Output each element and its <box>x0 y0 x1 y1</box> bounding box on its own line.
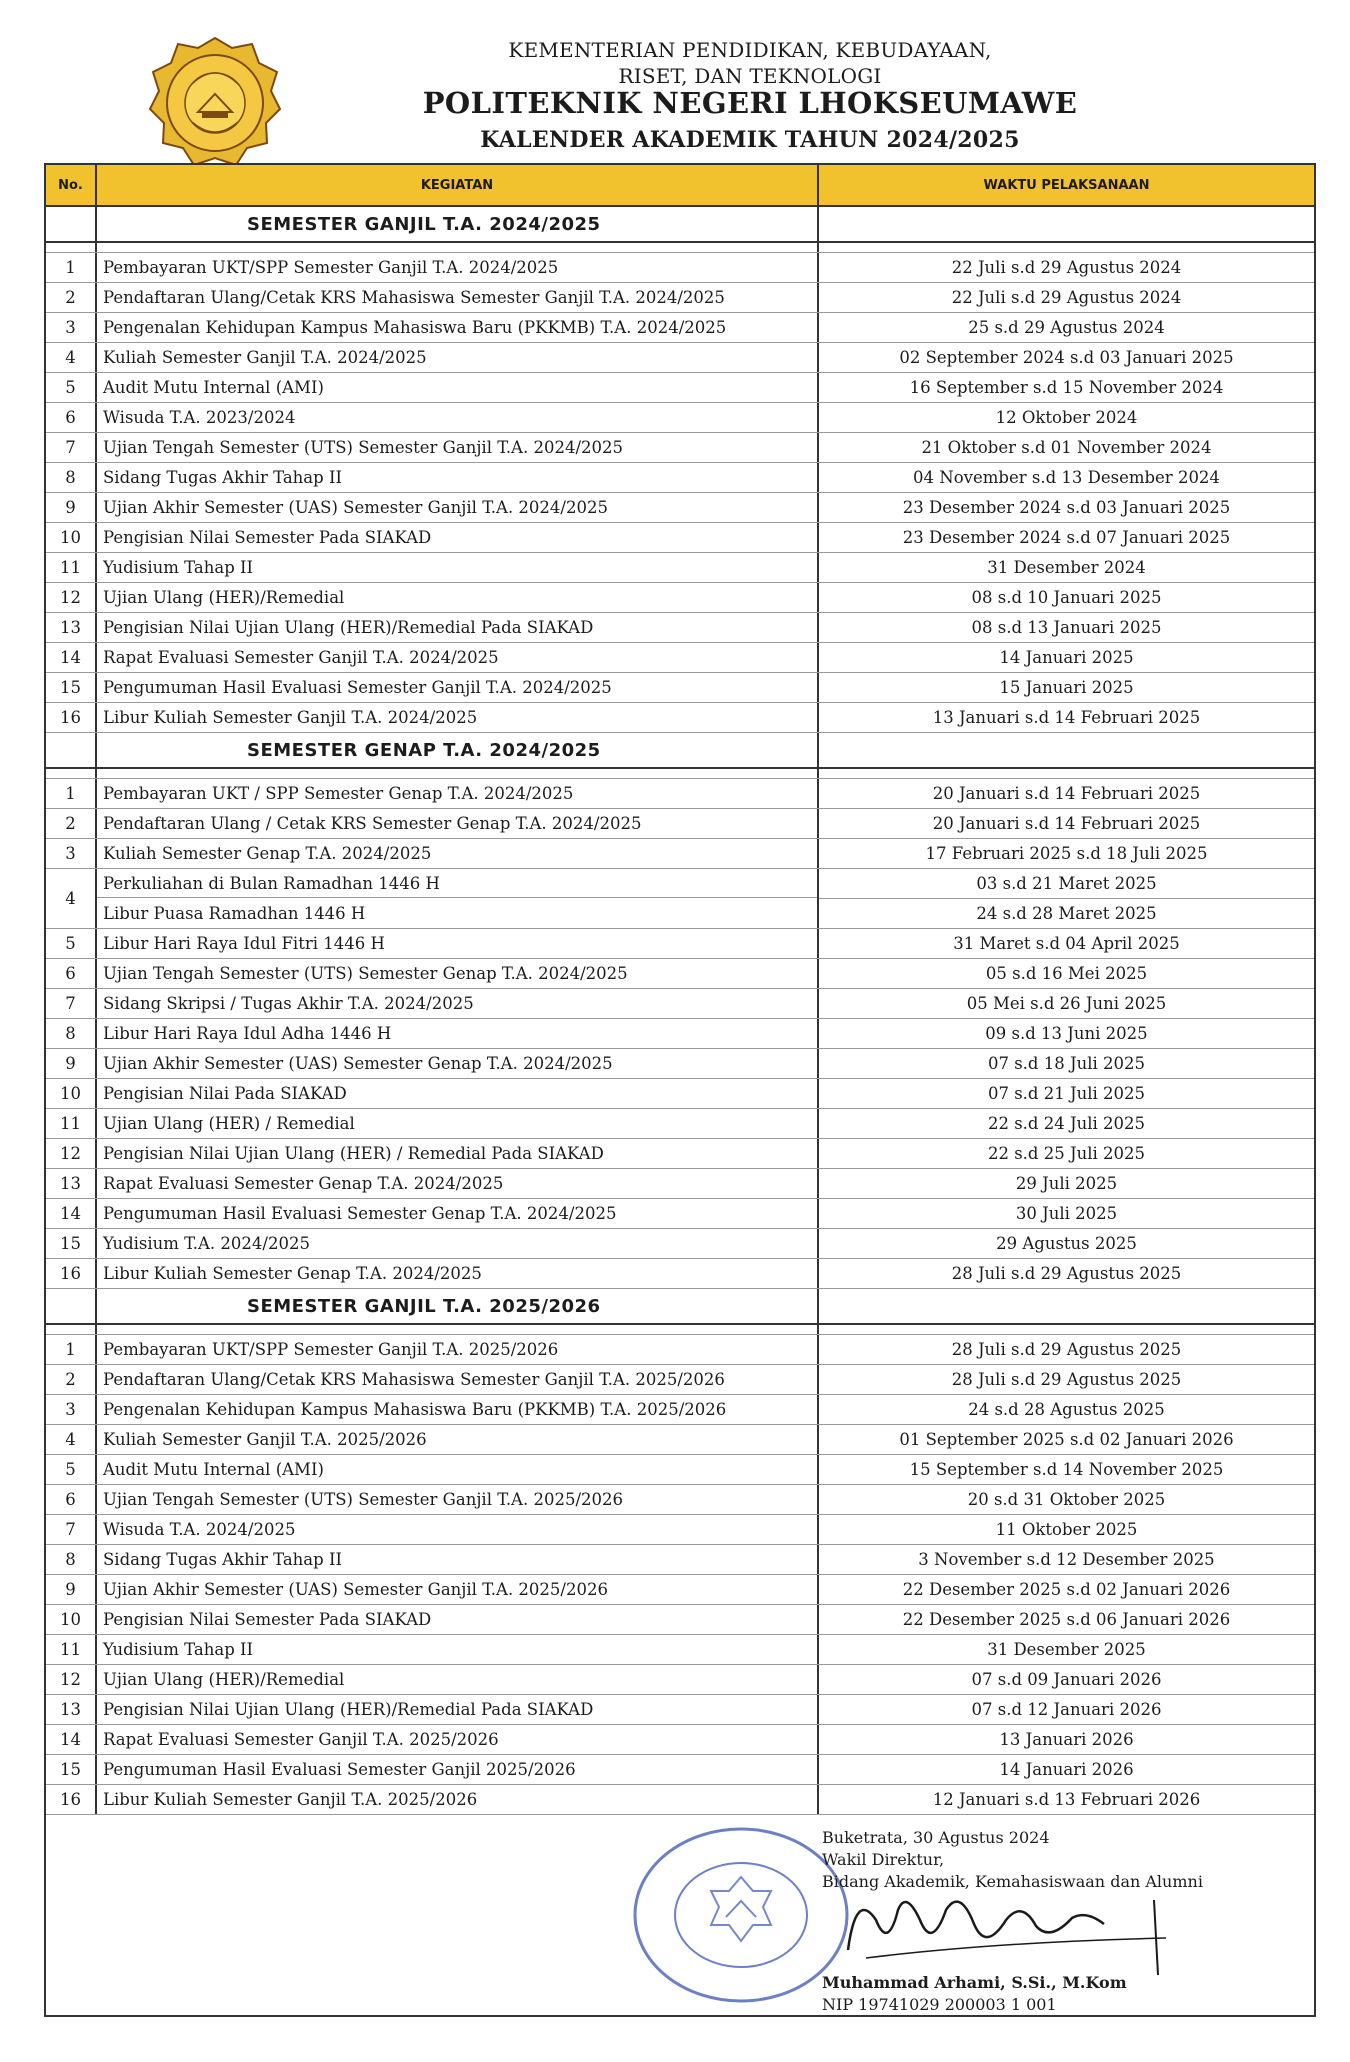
row-number: 5 <box>46 929 97 958</box>
row-waktu <box>819 869 1314 928</box>
section-spacer-row <box>46 769 1314 779</box>
table-row <box>46 493 1314 523</box>
row-waktu: 31 Maret s.d 04 April 2025 <box>953 934 1180 953</box>
row-waktu: 16 September s.d 15 November 2024 <box>909 378 1224 397</box>
row-waktu: 23 Desember 2024 s.d 07 Januari 2025 <box>902 528 1231 547</box>
row-number: 15 <box>46 673 97 702</box>
table-row <box>46 779 1314 809</box>
table-row <box>46 523 1314 553</box>
row-waktu: 29 Agustus 2025 <box>996 1234 1137 1253</box>
table-row <box>46 1139 1314 1169</box>
table-row <box>46 253 1314 283</box>
section-spacer-row <box>46 243 1314 253</box>
table-row <box>46 1545 1314 1575</box>
section-waktu-cell <box>819 1289 1314 1323</box>
row-waktu: 28 Juli s.d 29 Agustus 2025 <box>951 1370 1182 1389</box>
table-row <box>46 673 1314 703</box>
row-waktu: 31 Desember 2024 <box>987 558 1146 577</box>
table-row <box>46 343 1314 373</box>
row-waktu: 17 Februari 2025 s.d 18 Juli 2025 <box>925 844 1208 863</box>
row-kegiatan: Yudisium Tahap II <box>97 1635 819 1664</box>
row-kegiatan: Libur Kuliah Semester Ganjil T.A. 2024/2025 <box>97 703 819 732</box>
row-waktu: 20 Januari s.d 14 Februari 2025 <box>932 814 1201 833</box>
row-kegiatan: Yudisium T.A. 2024/2025 <box>97 1229 819 1258</box>
row-number: 6 <box>46 403 97 432</box>
row-number: 7 <box>46 989 97 1018</box>
row-number: 13 <box>46 613 97 642</box>
row-kegiatan: Ujian Ulang (HER)/Remedial <box>97 583 819 612</box>
handwritten-signature <box>836 1880 1196 1975</box>
row-waktu: 08 s.d 10 Januari 2025 <box>971 588 1162 607</box>
row-number: 12 <box>46 1139 97 1168</box>
row-kegiatan: Pengenalan Kehidupan Kampus Mahasiswa Baru (PKKMB) T.A. 2024/2025 <box>97 313 819 342</box>
row-number: 10 <box>46 1605 97 1634</box>
row-number: 15 <box>46 1755 97 1784</box>
table-row <box>46 1575 1314 1605</box>
section-title: SEMESTER GANJIL T.A. 2025/2026 <box>97 1289 819 1323</box>
row-waktu: 21 Oktober s.d 01 November 2024 <box>921 438 1212 457</box>
row-waktu: 22 s.d 24 Juli 2025 <box>987 1114 1146 1133</box>
row-waktu: 23 Desember 2024 s.d 03 Januari 2025 <box>902 498 1231 517</box>
document-header <box>0 0 1350 160</box>
row-waktu: 25 s.d 29 Agustus 2024 <box>968 318 1165 337</box>
table-row <box>46 583 1314 613</box>
section-title: SEMESTER GENAP T.A. 2024/2025 <box>97 733 819 767</box>
row-number: 10 <box>46 1079 97 1108</box>
row-number: 16 <box>46 1259 97 1288</box>
table-row <box>46 1199 1314 1229</box>
row-number: 5 <box>46 373 97 402</box>
row-number: 4 <box>46 343 97 372</box>
row-waktu: 14 Januari 2025 <box>999 648 1134 667</box>
table-row <box>46 373 1314 403</box>
table-row <box>46 1785 1314 1815</box>
row-kegiatan: Ujian Akhir Semester (UAS) Semester Ganjil T.A. 2024/2025 <box>97 493 819 522</box>
row-number: 11 <box>46 1635 97 1664</box>
row-waktu: 24 s.d 28 Agustus 2025 <box>968 1400 1165 1419</box>
row-kegiatan: Ujian Tengah Semester (UTS) Semester Genap T.A. 2024/2025 <box>97 959 819 988</box>
row-waktu: 30 Juli 2025 <box>1015 1204 1118 1223</box>
table-row <box>46 703 1314 733</box>
signatory-name: Muhammad Arhami, S.Si., M.Kom <box>822 1973 1127 1992</box>
table-row <box>46 403 1314 433</box>
section-header <box>46 733 1314 769</box>
row-kegiatan: Sidang Tugas Akhir Tahap II <box>97 1545 819 1574</box>
row-kegiatan: Pengumuman Hasil Evaluasi Semester Ganjil T.A. 2024/2025 <box>97 673 819 702</box>
row-kegiatan: Pengisian Nilai Semester Pada SIAKAD <box>97 1605 819 1634</box>
row-kegiatan: Sidang Tugas Akhir Tahap II <box>97 463 819 492</box>
row-waktu: 31 Desember 2025 <box>987 1640 1146 1659</box>
row-waktu: 28 Juli s.d 29 Agustus 2025 <box>951 1340 1182 1359</box>
row-kegiatan: Audit Mutu Internal (AMI) <box>97 373 819 402</box>
section-no-cell <box>46 1289 97 1323</box>
row-number: 8 <box>46 1545 97 1574</box>
row-kegiatan: Pengisian Nilai Semester Pada SIAKAD <box>97 523 819 552</box>
row-number: 15 <box>46 1229 97 1258</box>
row-kegiatan: Wisuda T.A. 2024/2025 <box>97 1515 819 1544</box>
row-number: 16 <box>46 703 97 732</box>
row-waktu: 15 September s.d 14 November 2025 <box>909 1460 1224 1479</box>
row-waktu: 07 s.d 18 Juli 2025 <box>987 1054 1146 1073</box>
row-number: 8 <box>46 1019 97 1048</box>
row-waktu: 12 Januari s.d 13 Februari 2026 <box>932 1790 1201 1809</box>
ministry-line-1: KEMENTERIAN PENDIDIKAN, KEBUDAYAAN, <box>508 38 992 62</box>
row-kegiatan: Kuliah Semester Ganjil T.A. 2025/2026 <box>97 1425 819 1454</box>
row-number: 10 <box>46 523 97 552</box>
academic-calendar-table <box>44 163 1316 2017</box>
row-waktu: 22 s.d 25 Juli 2025 <box>987 1144 1146 1163</box>
section-header <box>46 1289 1314 1325</box>
row-waktu: 09 s.d 13 Juni 2025 <box>985 1024 1148 1043</box>
row-kegiatan: Pendaftaran Ulang / Cetak KRS Semester Genap T.A. 2024/2025 <box>97 809 819 838</box>
row-kegiatan: Wisuda T.A. 2023/2024 <box>97 403 819 432</box>
row-waktu: 02 September 2024 s.d 03 Januari 2025 <box>899 348 1234 367</box>
row-waktu: 11 Oktober 2025 <box>995 1520 1138 1539</box>
row-waktu: 07 s.d 09 Januari 2026 <box>971 1670 1162 1689</box>
row-waktu: 22 Desember 2025 s.d 06 Januari 2026 <box>902 1610 1231 1629</box>
section-header <box>46 207 1314 243</box>
row-waktu: 22 Juli s.d 29 Agustus 2024 <box>951 288 1182 307</box>
table-row <box>46 1169 1314 1199</box>
table-row <box>46 1335 1314 1365</box>
row-number: 9 <box>46 1049 97 1078</box>
ministry-line-2: RISET, DAN TEKNOLOGI <box>618 64 882 88</box>
row-number: 13 <box>46 1695 97 1724</box>
row-kegiatan: Ujian Ulang (HER)/Remedial <box>97 1665 819 1694</box>
institution-logo <box>146 34 284 172</box>
table-body <box>46 207 1314 1815</box>
table-row <box>46 613 1314 643</box>
table-row <box>46 959 1314 989</box>
row-kegiatan: Audit Mutu Internal (AMI) <box>97 1455 819 1484</box>
row-kegiatan: Pengumuman Hasil Evaluasi Semester Genap T.A. 2024/2025 <box>97 1199 819 1228</box>
row-number: 6 <box>46 1485 97 1514</box>
row-waktu: 14 Januari 2026 <box>999 1760 1134 1779</box>
row-number: 13 <box>46 1169 97 1198</box>
row-kegiatan: Pembayaran UKT / SPP Semester Genap T.A. 2024/2025 <box>97 779 819 808</box>
row-kegiatan: Pembayaran UKT/SPP Semester Ganjil T.A. 2025/2026 <box>97 1335 819 1364</box>
row-number: 2 <box>46 809 97 838</box>
table-row <box>46 643 1314 673</box>
signatory-nip: NIP 19741029 200003 1 001 <box>822 1995 1057 2014</box>
row-number: 1 <box>46 253 97 282</box>
row-number: 14 <box>46 1199 97 1228</box>
row-kegiatan: Libur Kuliah Semester Genap T.A. 2024/2025 <box>97 1259 819 1288</box>
row-number: 14 <box>46 643 97 672</box>
table-row <box>46 869 1314 929</box>
table-row <box>46 1019 1314 1049</box>
signature-position: Wakil Direktur, <box>822 1850 945 1869</box>
row-number: 9 <box>46 1575 97 1604</box>
table-row <box>46 1395 1314 1425</box>
row-kegiatan-line: Libur Puasa Ramadhan 1446 H <box>103 903 366 923</box>
row-waktu: 07 s.d 21 Juli 2025 <box>987 1084 1146 1103</box>
row-waktu: 15 Januari 2025 <box>999 678 1134 697</box>
row-number: 7 <box>46 433 97 462</box>
row-kegiatan-line: Perkuliahan di Bulan Ramadhan 1446 H <box>97 869 817 898</box>
row-kegiatan: Pengisian Nilai Ujian Ulang (HER)/Remedial Pada SIAKAD <box>97 613 819 642</box>
row-waktu-line: 03 s.d 21 Maret 2025 <box>819 869 1314 899</box>
table-row <box>46 1725 1314 1755</box>
row-kegiatan: Kuliah Semester Genap T.A. 2024/2025 <box>97 839 819 868</box>
table-row <box>46 283 1314 313</box>
row-waktu: 20 Januari s.d 14 Februari 2025 <box>932 784 1201 803</box>
row-number: 11 <box>46 553 97 582</box>
row-kegiatan: Ujian Akhir Semester (UAS) Semester Ganjil T.A. 2025/2026 <box>97 1575 819 1604</box>
row-kegiatan: Libur Hari Raya Idul Adha 1446 H <box>97 1019 819 1048</box>
section-waktu-cell <box>819 207 1314 241</box>
row-kegiatan: Ujian Ulang (HER) / Remedial <box>97 1109 819 1138</box>
row-number: 1 <box>46 779 97 808</box>
row-kegiatan: Libur Hari Raya Idul Fitri 1446 H <box>97 929 819 958</box>
row-kegiatan: Pengisian Nilai Ujian Ulang (HER)/Remedial Pada SIAKAD <box>97 1695 819 1724</box>
row-kegiatan: Pengisian Nilai Pada SIAKAD <box>97 1079 819 1108</box>
section-no-cell <box>46 207 97 241</box>
table-row <box>46 1695 1314 1725</box>
row-waktu-line: 24 s.d 28 Maret 2025 <box>976 904 1157 923</box>
row-waktu: 05 Mei s.d 26 Juni 2025 <box>966 994 1167 1013</box>
column-header-no: No. <box>46 165 97 205</box>
column-header-kegiatan: KEGIATAN <box>97 165 819 205</box>
row-waktu: 28 Juli s.d 29 Agustus 2025 <box>951 1264 1182 1283</box>
row-number: 8 <box>46 463 97 492</box>
table-row <box>46 1049 1314 1079</box>
row-number: 14 <box>46 1725 97 1754</box>
row-number: 1 <box>46 1335 97 1364</box>
row-kegiatan: Pembayaran UKT/SPP Semester Ganjil T.A. 2024/2025 <box>97 253 819 282</box>
row-kegiatan: Libur Kuliah Semester Ganjil T.A. 2025/2026 <box>97 1785 819 1814</box>
row-kegiatan: Ujian Akhir Semester (UAS) Semester Genap T.A. 2024/2025 <box>97 1049 819 1078</box>
table-row <box>46 313 1314 343</box>
row-number: 7 <box>46 1515 97 1544</box>
table-row <box>46 553 1314 583</box>
row-number: 3 <box>46 313 97 342</box>
row-kegiatan: Pendaftaran Ulang/Cetak KRS Mahasiswa Semester Ganjil T.A. 2025/2026 <box>97 1365 819 1394</box>
row-number: 5 <box>46 1455 97 1484</box>
row-waktu: 13 Januari 2026 <box>999 1730 1134 1749</box>
row-kegiatan: Yudisium Tahap II <box>97 553 819 582</box>
table-row <box>46 1109 1314 1139</box>
row-number: 2 <box>46 1365 97 1394</box>
row-number: 3 <box>46 839 97 868</box>
section-title: SEMESTER GANJIL T.A. 2024/2025 <box>97 207 819 241</box>
row-kegiatan <box>97 869 819 928</box>
table-header <box>46 165 1314 207</box>
row-kegiatan: Rapat Evaluasi Semester Genap T.A. 2024/2025 <box>97 1169 819 1198</box>
table-row <box>46 839 1314 869</box>
row-number: 2 <box>46 283 97 312</box>
table-row <box>46 809 1314 839</box>
row-number: 4 <box>46 869 97 928</box>
table-row <box>46 1635 1314 1665</box>
row-kegiatan: Sidang Skripsi / Tugas Akhir T.A. 2024/2025 <box>97 989 819 1018</box>
row-waktu: 12 Oktober 2024 <box>995 408 1138 427</box>
table-row <box>46 1079 1314 1109</box>
row-number: 11 <box>46 1109 97 1138</box>
signature-department: Bidang Akademik, Kemahasiswaan dan Alumni <box>822 1872 1203 1891</box>
row-kegiatan: Pengenalan Kehidupan Kampus Mahasiswa Baru (PKKMB) T.A. 2025/2026 <box>97 1395 819 1424</box>
official-stamp <box>631 1825 851 2005</box>
table-row <box>46 1259 1314 1289</box>
row-waktu: 3 November s.d 12 Desember 2025 <box>918 1550 1215 1569</box>
section-spacer-row <box>46 1325 1314 1335</box>
table-row <box>46 1665 1314 1695</box>
table-row <box>46 989 1314 1019</box>
row-waktu: 13 Januari s.d 14 Februari 2025 <box>932 708 1201 727</box>
table-row <box>46 1515 1314 1545</box>
row-kegiatan: Rapat Evaluasi Semester Ganjil T.A. 2025/2026 <box>97 1725 819 1754</box>
section-no-cell <box>46 733 97 767</box>
table-row <box>46 463 1314 493</box>
signature-area <box>46 1815 1314 2015</box>
row-number: 16 <box>46 1785 97 1814</box>
institution-name: POLITEKNIK NEGERI LHOKSEUMAWE <box>422 86 1078 120</box>
row-number: 4 <box>46 1425 97 1454</box>
row-waktu: 29 Juli 2025 <box>1015 1174 1118 1193</box>
table-row <box>46 433 1314 463</box>
table-row <box>46 929 1314 959</box>
table-row <box>46 1605 1314 1635</box>
row-waktu: 22 Desember 2025 s.d 02 Januari 2026 <box>902 1580 1231 1599</box>
row-kegiatan: Kuliah Semester Ganjil T.A. 2024/2025 <box>97 343 819 372</box>
row-kegiatan: Ujian Tengah Semester (UTS) Semester Ganjil T.A. 2025/2026 <box>97 1485 819 1514</box>
table-row <box>46 1229 1314 1259</box>
table-row <box>46 1755 1314 1785</box>
row-number: 9 <box>46 493 97 522</box>
row-number: 12 <box>46 583 97 612</box>
row-kegiatan: Pengumuman Hasil Evaluasi Semester Ganjil 2025/2026 <box>97 1755 819 1784</box>
table-row <box>46 1455 1314 1485</box>
row-waktu: 07 s.d 12 Januari 2026 <box>971 1700 1162 1719</box>
row-kegiatan: Ujian Tengah Semester (UTS) Semester Ganjil T.A. 2024/2025 <box>97 433 819 462</box>
row-kegiatan: Pengisian Nilai Ujian Ulang (HER) / Remedial Pada SIAKAD <box>97 1139 819 1168</box>
column-header-waktu: WAKTU PELAKSANAAN <box>983 177 1150 193</box>
row-waktu: 22 Juli s.d 29 Agustus 2024 <box>951 258 1182 277</box>
page-title: KALENDER AKADEMIK TAHUN 2024/2025 <box>480 127 1020 153</box>
table-row <box>46 1485 1314 1515</box>
table-row <box>46 1365 1314 1395</box>
row-number: 3 <box>46 1395 97 1424</box>
row-waktu: 20 s.d 31 Oktober 2025 <box>967 1490 1166 1509</box>
table-row <box>46 1425 1314 1455</box>
row-waktu: 04 November s.d 13 Desember 2024 <box>913 468 1220 487</box>
row-waktu: 08 s.d 13 Januari 2025 <box>971 618 1162 637</box>
row-waktu: 05 s.d 16 Mei 2025 <box>985 964 1148 983</box>
row-waktu: 01 September 2025 s.d 02 Januari 2026 <box>899 1430 1234 1449</box>
row-kegiatan: Rapat Evaluasi Semester Ganjil T.A. 2024/2025 <box>97 643 819 672</box>
row-number: 6 <box>46 959 97 988</box>
row-kegiatan: Pendaftaran Ulang/Cetak KRS Mahasiswa Semester Ganjil T.A. 2024/2025 <box>97 283 819 312</box>
section-waktu-cell <box>819 733 1314 767</box>
signature-place-date: Buketrata, 30 Agustus 2024 <box>822 1828 1050 1847</box>
row-number: 12 <box>46 1665 97 1694</box>
